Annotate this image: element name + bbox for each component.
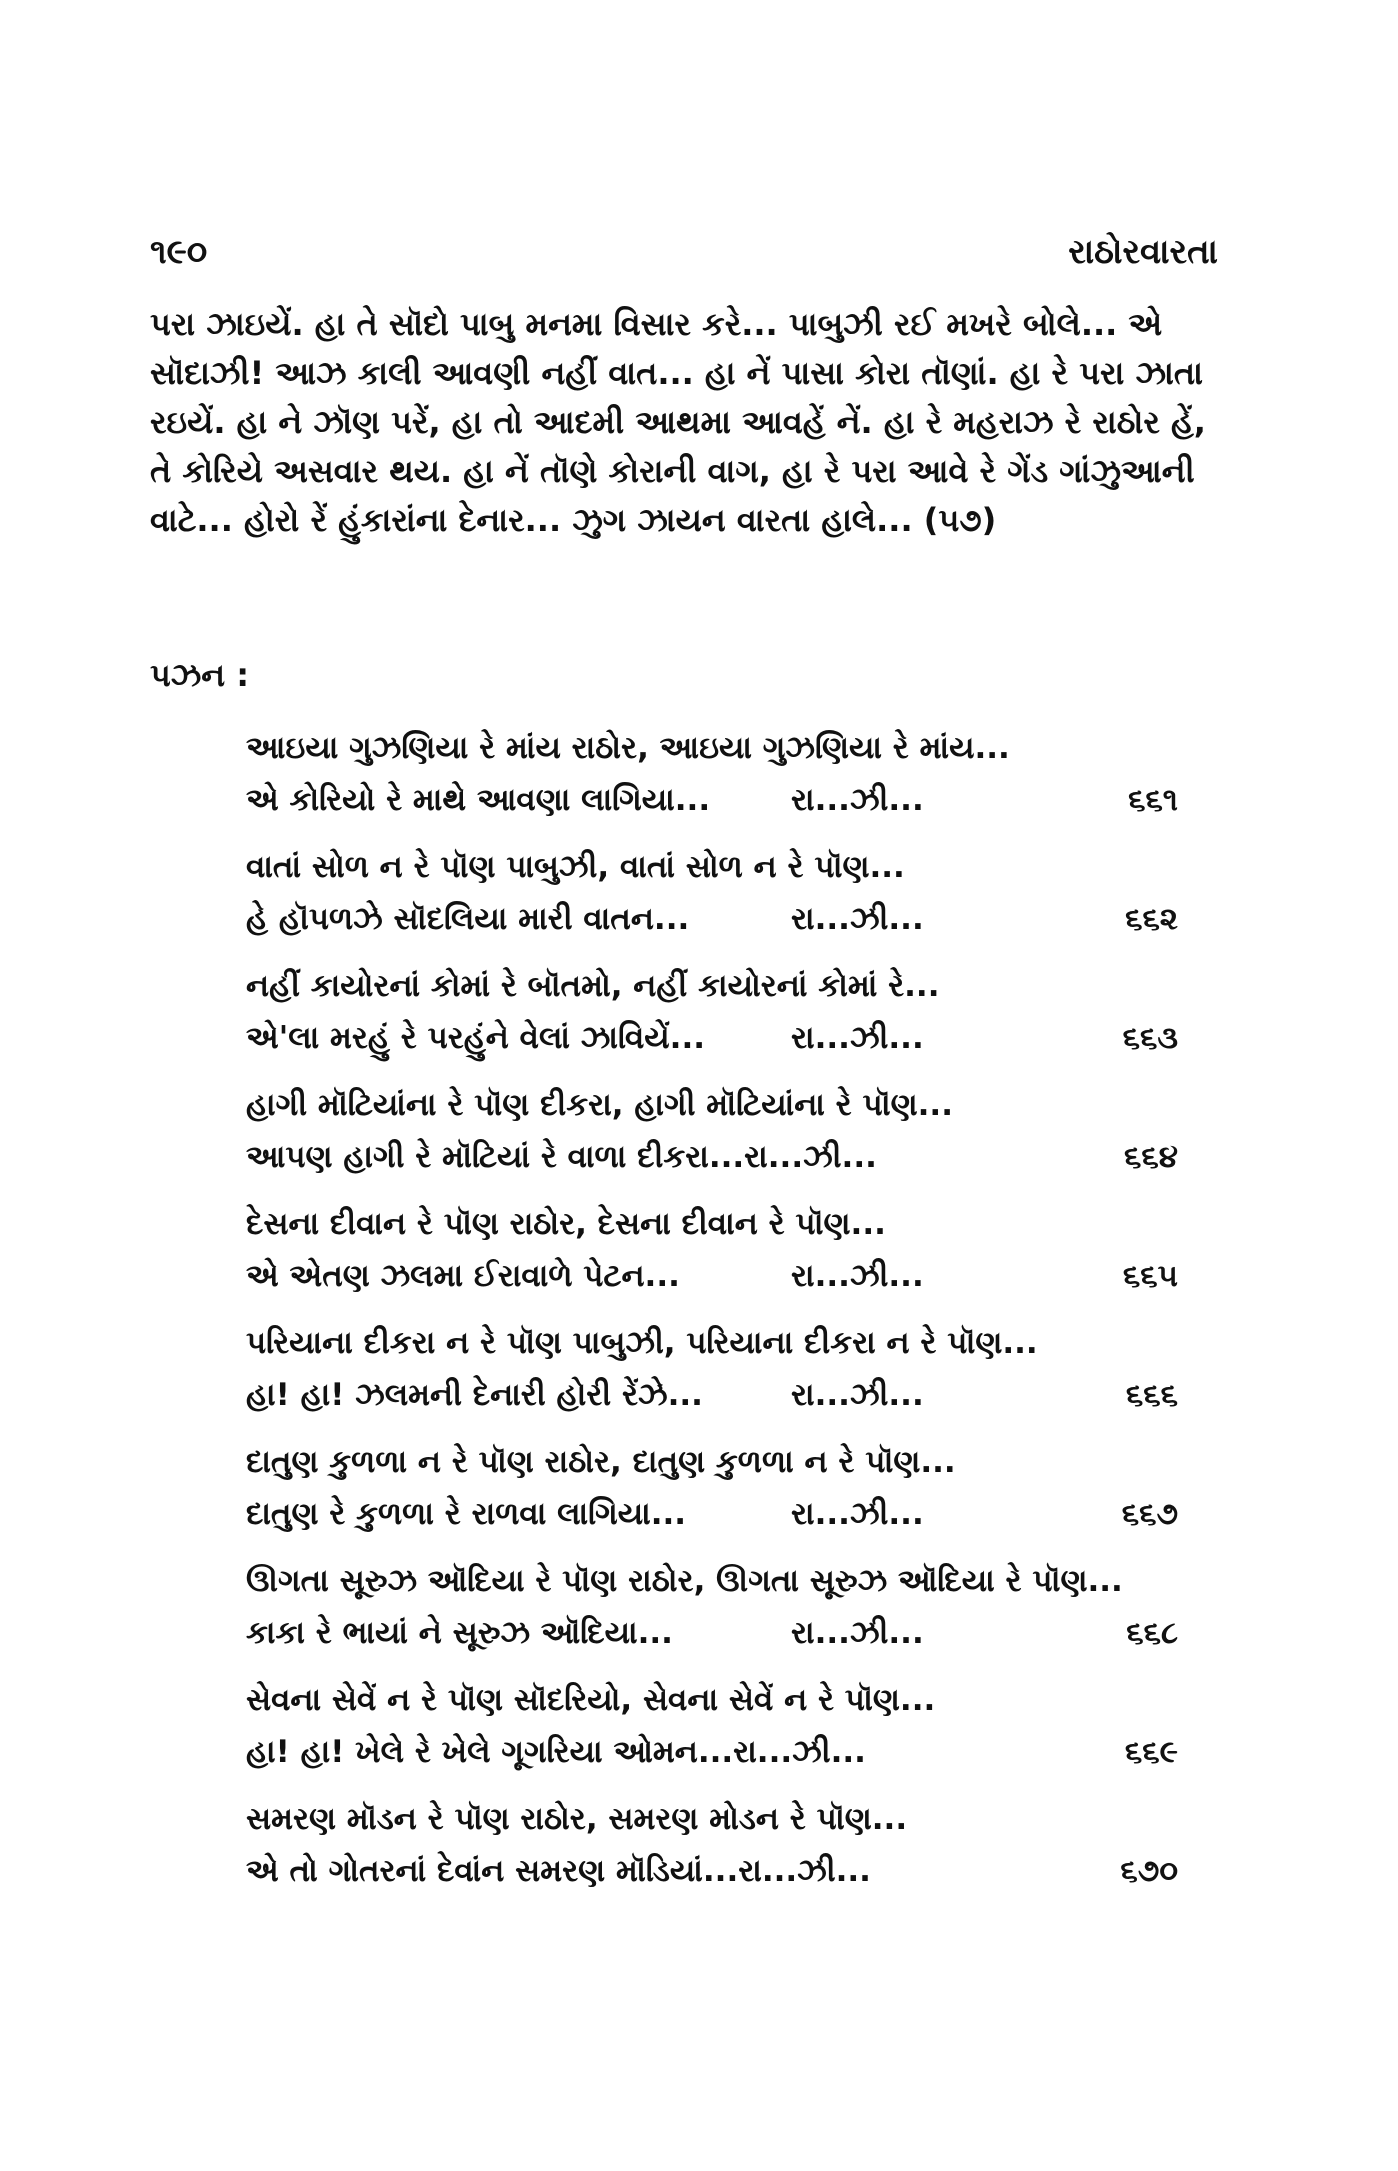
prose-text: પરા ઝાઇયેં. હા તે સૉદો પાબુ મનમા વિસાર કરે... પાબુઝી રઈ મખરે બોલે... એ સૉદાઝી! આઝ કાલી આવણી નહીં વાત... હા નેં પાસા કોરા તૉણાં. હા રે પરા ઝાતા રઇયેં. હા ને ઝૉણ પરેં, હા તો આદમી આથમા આવહેં નેં. હા રે મહરાઝ રે રાઠોર હેં, તે કોરિયે અસવાર થય. હા નેં તૉણે કોરાની વાગ, હા રે પરા આવે રે ગેંડ ગાંઝુઆની વાટે... હોરો રેં હુંકારાંના દેનાર... ઝુગ ઝાયન વારતા હાલે... (૫૭) <box>150 305 1206 539</box>
verse-number: ૬૬૮ <box>1126 1615 1178 1651</box>
stanza <box>246 1793 1218 1912</box>
stanza <box>246 1317 1218 1436</box>
verse-number: ૬૬૯ <box>1124 1734 1178 1770</box>
verse-line-1: સમરણ મૉડન રે પૉણ રાઠોર, સમરણ મોડન રે પૉણ... <box>246 1801 908 1837</box>
verse-text: આપણ હાગી રે મૉટિયાં રે વાળા દીકરા...રા...ઝી... <box>246 1139 877 1175</box>
verse-text: એ કોરિયો રે માથે આવણા લાગિયા... <box>246 782 711 818</box>
verse-text: દાતુણ રે કુળળા રે રાળવા લાગિયા... <box>246 1496 687 1532</box>
refrain: રા...ઝી... <box>791 1258 924 1294</box>
refrain: રા...ઝી... <box>791 1615 924 1651</box>
verse-text: એ તો ગોતરનાં દેવાંન સમરણ મૉડિયાં...રા...ઝી... <box>246 1853 871 1889</box>
stanza <box>246 1079 1218 1198</box>
verse-number: ૬૬૬ <box>1125 1377 1178 1413</box>
verse-text: હે હૉપળઝે સૉદલિયા મારી વાતન... <box>246 901 690 937</box>
stanza <box>246 1555 1218 1674</box>
verse-line-1: આઇયા ગુઝણિયા રે માંય રાઠોર, આઇયા ગુઝણિયા રે માંય... <box>246 730 1010 766</box>
verse-number: ૬૬૫ <box>1122 1258 1178 1294</box>
verse-line-2 <box>246 893 1218 945</box>
verse-number: ૬૬૨ <box>1125 901 1178 937</box>
verse-text: કાકા રે ભાયાં ને સૂરુઝ ઑદિયા... <box>246 1615 673 1651</box>
verse-line-1: હાગી મૉટિયાંના રે પૉણ દીકરા, હાગી મૉટિયાંના રે પૉણ... <box>246 1087 953 1123</box>
verse-line-2 <box>246 774 1218 826</box>
verse-number: ૬૬૪ <box>1124 1139 1178 1175</box>
verse-number: ૬૬૩ <box>1122 1020 1178 1056</box>
refrain: રા...ઝી... <box>791 901 924 937</box>
verse-number: ૬૭૦ <box>1120 1853 1178 1889</box>
verse-text: એ એતણ ઝલમા ઈરાવાળે પેટન... <box>246 1258 680 1294</box>
verse-line-1: દેસના દીવાન રે પૉણ રાઠોર, દેસના દીવાન રે પૉણ... <box>246 1206 886 1242</box>
verse-line-2 <box>246 1012 1218 1064</box>
stanza <box>246 722 1218 841</box>
verse-line-1: સેવના સેવેં ન રે પૉણ સૉદરિયો, સેવના સેવેં ન રે પૉણ... <box>246 1682 936 1718</box>
verse-list <box>246 722 1218 1912</box>
prose-paragraph <box>150 300 1218 545</box>
verse-text: હા! હા! ખેલે રે ખેલે ગૂગરિયા ઓમન...રા...ઝી... <box>246 1734 866 1770</box>
verse-line-1: વાતાં સોળ ન રે પૉણ પાબુઝી, વાતાં સોળ ન રે પૉણ... <box>246 849 905 885</box>
stanza <box>246 1198 1218 1317</box>
verse-text: એ'લા મરહું રે પરહુંને વેલાં ઝાવિયેં... <box>246 1020 706 1056</box>
page-header <box>150 232 1218 272</box>
verse-line-2 <box>246 1369 1218 1421</box>
stanza <box>246 1436 1218 1555</box>
verse-line-2 <box>246 1250 1218 1302</box>
verse-line-1: ઊગતા સૂરુઝ ઑદિયા રે પૉણ રાઠોર, ઊગતા સૂરુઝ ઑદિયા રે પૉણ... <box>246 1563 1123 1599</box>
verse-number: ૬૬૧ <box>1128 782 1178 818</box>
verse-line-2 <box>246 1726 1218 1778</box>
verse-line-1: પરિયાના દીકરા ન રે પૉણ પાબુઝી, પરિયાના દીકરા ન રે પૉણ... <box>246 1325 1038 1361</box>
stanza <box>246 841 1218 960</box>
verse-number: ૬૬૭ <box>1121 1496 1178 1532</box>
running-title: રાઠોરવારતા <box>1068 232 1218 272</box>
stanza <box>246 1674 1218 1793</box>
verse-text: હા! હા! ઝલમની દેનારી હોરી રેંઝે... <box>246 1377 703 1413</box>
refrain: રા...ઝી... <box>791 1496 924 1532</box>
refrain: રા...ઝી... <box>791 782 924 818</box>
refrain: રા...ઝી... <box>791 1377 924 1413</box>
verse-line-1: નહીં કાયોરનાં કોમાં રે બૉતમો, નહીં કાયોરનાં કોમાં રે... <box>246 968 940 1004</box>
stanza <box>246 960 1218 1079</box>
verse-line-1: દાતુણ કુળળા ન રે પૉણ રાઠોર, દાતુણ કુળળા ન રે પૉણ... <box>246 1444 956 1480</box>
refrain: રા...ઝી... <box>791 1020 924 1056</box>
verse-line-2 <box>246 1488 1218 1540</box>
verse-line-2 <box>246 1131 1218 1183</box>
verse-line-2 <box>246 1607 1218 1659</box>
page-number: ૧૯૦ <box>150 232 208 272</box>
section-label: પઝન : <box>150 656 250 694</box>
verse-line-2 <box>246 1845 1218 1897</box>
